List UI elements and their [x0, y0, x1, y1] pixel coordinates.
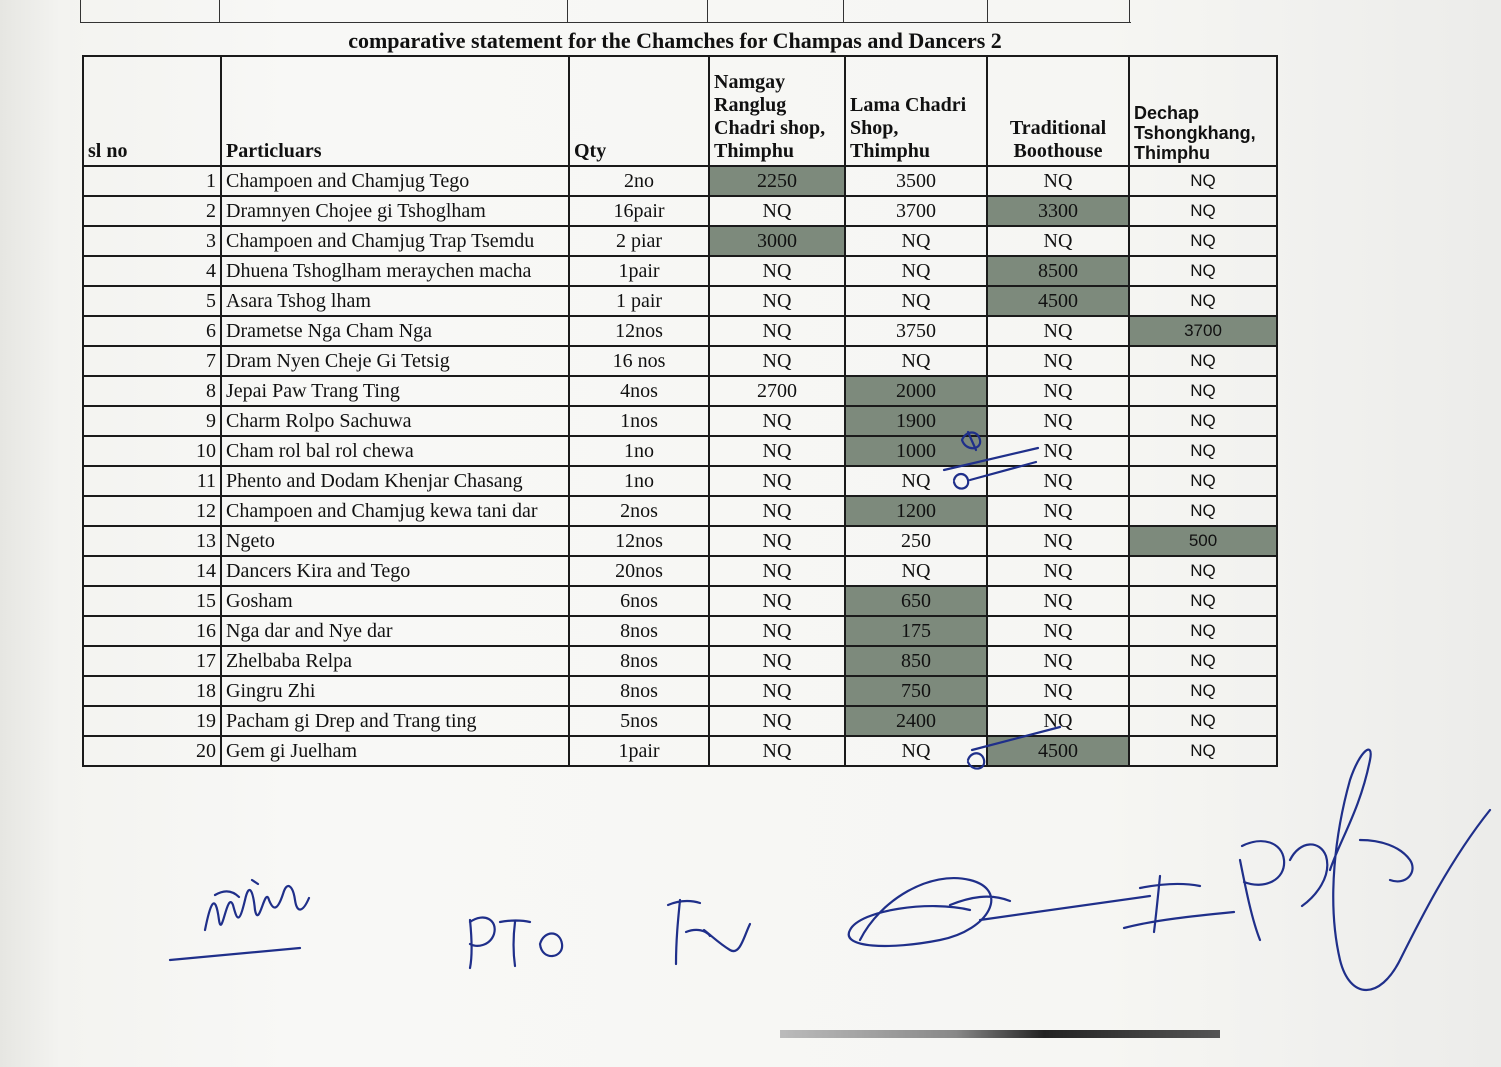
traditional-price-cell: 3300 [987, 196, 1129, 226]
table-row [83, 346, 1277, 376]
sl-no-cell: 15 [83, 586, 221, 616]
namgay-price-cell: NQ [709, 436, 845, 466]
lama-price-cell: 850 [845, 646, 987, 676]
namgay-price-cell: NQ [709, 616, 845, 646]
dechap-price-cell: NQ [1129, 436, 1277, 466]
traditional-price-cell: NQ [987, 706, 1129, 736]
sl-no-cell: 16 [83, 616, 221, 646]
table-row [83, 676, 1277, 706]
table-row [83, 466, 1277, 496]
namgay-price-cell: 2700 [709, 376, 845, 406]
traditional-price-cell: 8500 [987, 256, 1129, 286]
particulars-cell: Drametse Nga Cham Nga [221, 316, 569, 346]
table-row [83, 316, 1277, 346]
lama-price-cell: NQ [845, 466, 987, 496]
traditional-price-cell: NQ [987, 496, 1129, 526]
lama-price-cell: 1900 [845, 406, 987, 436]
header-qty: Qty [569, 56, 709, 166]
sl-no-cell: 17 [83, 646, 221, 676]
sl-no-cell: 5 [83, 286, 221, 316]
namgay-price-cell: NQ [709, 256, 845, 286]
traditional-price-cell: NQ [987, 526, 1129, 556]
namgay-price-cell: NQ [709, 646, 845, 676]
sl-no-cell: 3 [83, 226, 221, 256]
table-body [83, 166, 1277, 766]
dechap-price-cell: NQ [1129, 646, 1277, 676]
sl-no-cell: 4 [83, 256, 221, 286]
particulars-cell: Asara Tshog lham [221, 286, 569, 316]
table-row [83, 526, 1277, 556]
qty-cell: 12nos [569, 526, 709, 556]
qty-cell: 12nos [569, 316, 709, 346]
particulars-cell: Gosham [221, 586, 569, 616]
namgay-price-cell: NQ [709, 586, 845, 616]
namgay-price-cell: NQ [709, 706, 845, 736]
header-sl-no: sl no [83, 56, 221, 166]
lama-price-cell: 3500 [845, 166, 987, 196]
table-row [83, 406, 1277, 436]
qty-cell: 6nos [569, 586, 709, 616]
header-row [83, 56, 1277, 166]
header-particulars: Particluars [221, 56, 569, 166]
qty-cell: 2no [569, 166, 709, 196]
table-row [83, 646, 1277, 676]
dechap-price-cell: NQ [1129, 736, 1277, 766]
table-row [83, 196, 1277, 226]
lama-price-cell: 650 [845, 586, 987, 616]
lama-price-cell: 3700 [845, 196, 987, 226]
qty-cell: 4nos [569, 376, 709, 406]
dechap-price-cell: NQ [1129, 556, 1277, 586]
namgay-price-cell: NQ [709, 406, 845, 436]
dechap-price-cell: NQ [1129, 676, 1277, 706]
particulars-cell: Dancers Kira and Tego [221, 556, 569, 586]
dechap-price-cell: NQ [1129, 406, 1277, 436]
namgay-price-cell: NQ [709, 736, 845, 766]
table-row [83, 586, 1277, 616]
dechap-price-cell: NQ [1129, 286, 1277, 316]
sl-no-cell: 11 [83, 466, 221, 496]
table-row [83, 616, 1277, 646]
traditional-price-cell: 4500 [987, 286, 1129, 316]
particulars-cell: Charm Rolpo Sachuwa [221, 406, 569, 436]
lama-price-cell: 3750 [845, 316, 987, 346]
qty-cell: 8nos [569, 646, 709, 676]
sl-no-cell: 10 [83, 436, 221, 466]
particulars-cell: Gingru Zhi [221, 676, 569, 706]
dechap-price-cell: NQ [1129, 496, 1277, 526]
particulars-cell: Champoen and Chamjug Trap Tsemdu [221, 226, 569, 256]
qty-cell: 2nos [569, 496, 709, 526]
dechap-price-cell: NQ [1129, 466, 1277, 496]
qty-cell: 1pair [569, 736, 709, 766]
traditional-price-cell: NQ [987, 166, 1129, 196]
dechap-price-cell: NQ [1129, 376, 1277, 406]
particulars-cell: Dramnyen Chojee gi Tshoglham [221, 196, 569, 226]
qty-cell: 16 nos [569, 346, 709, 376]
qty-cell: 5nos [569, 706, 709, 736]
lama-price-cell: NQ [845, 556, 987, 586]
namgay-price-cell: NQ [709, 316, 845, 346]
particulars-cell: Ngeto [221, 526, 569, 556]
lama-price-cell: 750 [845, 676, 987, 706]
dechap-price-cell: 500 [1129, 526, 1277, 556]
dechap-price-cell: NQ [1129, 226, 1277, 256]
lama-price-cell: NQ [845, 256, 987, 286]
sl-no-cell: 18 [83, 676, 221, 706]
namgay-price-cell: 2250 [709, 166, 845, 196]
table-row [83, 226, 1277, 256]
dechap-price-cell: NQ [1129, 586, 1277, 616]
sl-no-cell: 13 [83, 526, 221, 556]
table-row [83, 736, 1277, 766]
dechap-price-cell: NQ [1129, 346, 1277, 376]
namgay-price-cell: NQ [709, 526, 845, 556]
table-row [83, 376, 1277, 406]
particulars-cell: Cham rol bal rol chewa [221, 436, 569, 466]
sl-no-cell: 9 [83, 406, 221, 436]
particulars-cell: Pacham gi Drep and Trang ting [221, 706, 569, 736]
sl-no-cell: 20 [83, 736, 221, 766]
traditional-price-cell: NQ [987, 466, 1129, 496]
qty-cell: 1pair [569, 256, 709, 286]
lama-price-cell: NQ [845, 736, 987, 766]
lama-price-cell: 2000 [845, 376, 987, 406]
traditional-price-cell: NQ [987, 616, 1129, 646]
sl-no-cell: 6 [83, 316, 221, 346]
qty-cell: 8nos [569, 616, 709, 646]
lama-price-cell: NQ [845, 286, 987, 316]
table-row [83, 256, 1277, 286]
namgay-price-cell: NQ [709, 196, 845, 226]
traditional-price-cell: NQ [987, 556, 1129, 586]
lama-price-cell: 2400 [845, 706, 987, 736]
lama-price-cell: NQ [845, 346, 987, 376]
particulars-cell: Jepai Paw Trang Ting [221, 376, 569, 406]
traditional-price-cell: NQ [987, 646, 1129, 676]
header-vendor-lama: Lama Chadri Shop, Thimphu [845, 56, 987, 166]
header-vendor-dechap: Dechap Tshongkhang, Thimphu [1129, 56, 1277, 166]
particulars-cell: Champoen and Chamjug kewa tani dar [221, 496, 569, 526]
lama-price-cell: 1000 [845, 436, 987, 466]
qty-cell: 1no [569, 436, 709, 466]
namgay-price-cell: NQ [709, 466, 845, 496]
dechap-price-cell: NQ [1129, 196, 1277, 226]
lama-price-cell: NQ [845, 226, 987, 256]
table-row [83, 556, 1277, 586]
namgay-price-cell: NQ [709, 556, 845, 586]
table-row [83, 496, 1277, 526]
lama-price-cell: 175 [845, 616, 987, 646]
sl-no-cell: 14 [83, 556, 221, 586]
document-title: comparative statement for the Chamches for Champas and Dancers 2 [348, 28, 1002, 53]
particulars-cell: Champoen and Chamjug Tego [221, 166, 569, 196]
traditional-price-cell: NQ [987, 406, 1129, 436]
sl-no-cell: 2 [83, 196, 221, 226]
particulars-cell: Phento and Dodam Khenjar Chasang [221, 466, 569, 496]
particulars-cell: Dhuena Tshoglham meraychen macha [221, 256, 569, 286]
namgay-price-cell: NQ [709, 286, 845, 316]
binder-strip [780, 1030, 1220, 1038]
namgay-price-cell: NQ [709, 346, 845, 376]
comparative-statement-table [82, 55, 1278, 767]
particulars-cell: Dram Nyen Cheje Gi Tetsig [221, 346, 569, 376]
qty-cell: 16pair [569, 196, 709, 226]
dechap-price-cell: NQ [1129, 256, 1277, 286]
namgay-price-cell: 3000 [709, 226, 845, 256]
sl-no-cell: 8 [83, 376, 221, 406]
previous-table-edge [80, 0, 1131, 23]
table-row [83, 706, 1277, 736]
traditional-price-cell: NQ [987, 586, 1129, 616]
particulars-cell: Gem gi Juelham [221, 736, 569, 766]
particulars-cell: Zhelbaba Relpa [221, 646, 569, 676]
table-row [83, 436, 1277, 466]
table-row [83, 166, 1277, 196]
traditional-price-cell: NQ [987, 676, 1129, 706]
header-vendor-namgay: Namgay Ranglug Chadri shop, Thimphu [709, 56, 845, 166]
sl-no-cell: 7 [83, 346, 221, 376]
dechap-price-cell: NQ [1129, 706, 1277, 736]
sl-no-cell: 12 [83, 496, 221, 526]
dechap-price-cell: NQ [1129, 166, 1277, 196]
lama-price-cell: 250 [845, 526, 987, 556]
traditional-price-cell: NQ [987, 226, 1129, 256]
qty-cell: 1no [569, 466, 709, 496]
qty-cell: 8nos [569, 676, 709, 706]
namgay-price-cell: NQ [709, 676, 845, 706]
traditional-price-cell: NQ [987, 346, 1129, 376]
dechap-price-cell: 3700 [1129, 316, 1277, 346]
qty-cell: 2 piar [569, 226, 709, 256]
qty-cell: 1 pair [569, 286, 709, 316]
traditional-price-cell: 4500 [987, 736, 1129, 766]
header-vendor-traditional: Traditional Boothouse [987, 56, 1129, 166]
lama-price-cell: 1200 [845, 496, 987, 526]
namgay-price-cell: NQ [709, 496, 845, 526]
traditional-price-cell: NQ [987, 316, 1129, 346]
table-row [83, 286, 1277, 316]
traditional-price-cell: NQ [987, 436, 1129, 466]
qty-cell: 1nos [569, 406, 709, 436]
sl-no-cell: 19 [83, 706, 221, 736]
traditional-price-cell: NQ [987, 376, 1129, 406]
sl-no-cell: 1 [83, 166, 221, 196]
qty-cell: 20nos [569, 556, 709, 586]
dechap-price-cell: NQ [1129, 616, 1277, 646]
particulars-cell: Nga dar and Nye dar [221, 616, 569, 646]
